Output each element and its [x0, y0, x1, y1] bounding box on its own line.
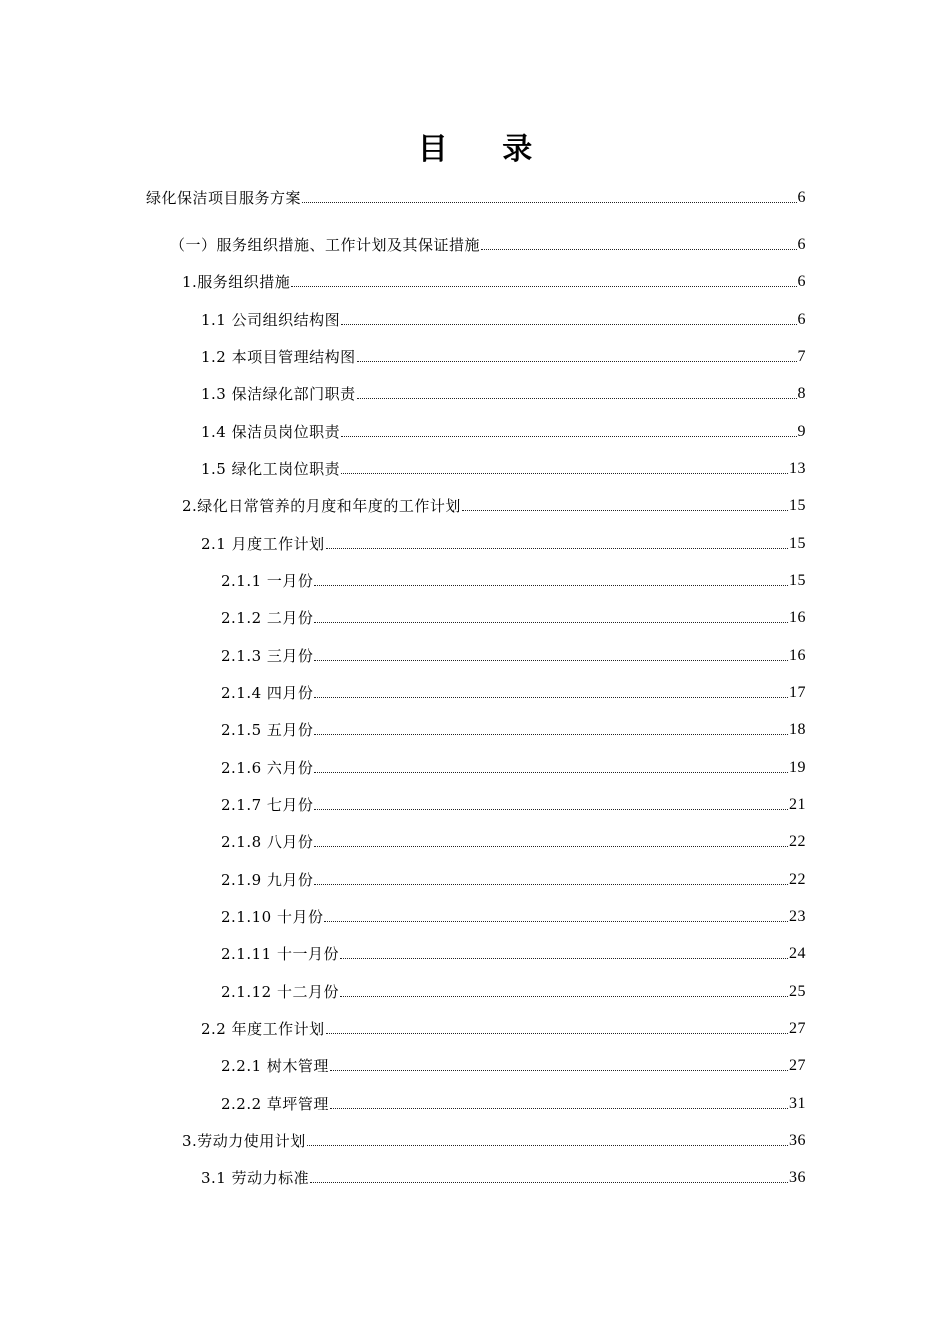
- toc-page-number: 15: [789, 535, 806, 552]
- toc-dot-leader: [314, 846, 788, 847]
- toc-page-number: 8: [797, 385, 806, 402]
- toc-entry[interactable]: [221, 940, 806, 964]
- toc-page-number: 13: [789, 460, 806, 477]
- toc-entry-title: 2.1.12 十二月份: [221, 983, 339, 1001]
- toc-entry-title: 3.1 劳动力标准: [201, 1169, 310, 1187]
- toc-entry-title: 1.4 保洁员岗位职责: [201, 423, 341, 441]
- toc-page-number: 15: [789, 572, 806, 589]
- toc-dot-leader: [314, 660, 788, 661]
- toc-page-number: 23: [789, 908, 806, 925]
- toc-entry-title: 1.3 保洁绿化部门职责: [201, 385, 356, 403]
- toc-dot-leader: [314, 697, 788, 698]
- toc-entry[interactable]: [221, 828, 806, 852]
- toc-page-number: 17: [789, 684, 806, 701]
- toc-dot-leader: [314, 884, 788, 885]
- toc-entry[interactable]: [182, 268, 806, 292]
- toc-entry-title: 3.劳动力使用计划: [182, 1132, 306, 1150]
- toc-dot-leader: [326, 548, 788, 549]
- toc-dot-leader: [307, 1145, 788, 1146]
- toc-entry[interactable]: [201, 418, 806, 442]
- toc-dot-leader: [341, 324, 796, 325]
- toc-entry-title: 2.2 年度工作计划: [201, 1020, 325, 1038]
- toc-entry[interactable]: [221, 716, 806, 740]
- toc-page-number: 21: [789, 796, 806, 813]
- toc-entry-title: 2.1 月度工作计划: [201, 535, 325, 553]
- toc-dot-leader: [314, 585, 788, 586]
- toc-entry-title: 2.1.6 六月份: [221, 759, 314, 777]
- toc-entry[interactable]: [221, 1090, 806, 1114]
- toc-entry[interactable]: [221, 791, 806, 815]
- toc-entry[interactable]: [201, 343, 806, 367]
- toc-page-number: 6: [797, 236, 806, 253]
- toc-dot-leader: [357, 398, 797, 399]
- toc-entry-title: 2.1.7 七月份: [221, 796, 314, 814]
- toc-dot-leader: [291, 286, 796, 287]
- toc-entry-title: 1.服务组织措施: [182, 273, 291, 291]
- toc-entry-title: 2.1.3 三月份: [221, 647, 314, 665]
- toc-entry-title: 2.1.4 四月份: [221, 684, 314, 702]
- toc-entry-title: 1.5 绿化工岗位职责: [201, 460, 341, 478]
- toc-entry[interactable]: [182, 492, 806, 516]
- toc-entry-title: 1.2 本项目管理结构图: [201, 348, 356, 366]
- toc-page-number: 22: [789, 833, 806, 850]
- toc-entry-title: 2.1.2 二月份: [221, 609, 314, 627]
- toc-entry[interactable]: [221, 866, 806, 890]
- toc-dot-leader: [302, 202, 796, 203]
- toc-page-number: 6: [797, 311, 806, 328]
- toc-page-number: 6: [797, 189, 806, 206]
- toc-entry[interactable]: [221, 567, 806, 591]
- toc-dot-leader: [314, 622, 788, 623]
- toc-page-number: 36: [789, 1132, 806, 1149]
- toc-entry[interactable]: [221, 1052, 806, 1076]
- toc-entry[interactable]: [221, 604, 806, 628]
- toc-page-number: 15: [789, 497, 806, 514]
- toc-page-number: 36: [789, 1169, 806, 1186]
- toc-entry-title: 2.2.1 树木管理: [221, 1057, 329, 1075]
- toc-entry-title: 2.1.10 十月份: [221, 908, 324, 926]
- toc-entry-title: 2.2.2 草坪管理: [221, 1095, 329, 1113]
- toc-dot-leader: [330, 1108, 788, 1109]
- toc-entry-title: 2.1.5 五月份: [221, 721, 314, 739]
- toc-dot-leader: [340, 958, 788, 959]
- toc-page-number: 27: [789, 1057, 806, 1074]
- toc-entry-title: 2.1.11 十一月份: [221, 945, 339, 963]
- toc-page-number: 19: [789, 759, 806, 776]
- toc-entry[interactable]: [170, 231, 806, 255]
- toc-dot-leader: [326, 1033, 788, 1034]
- toc-entry-title: 绿化保洁项目服务方案: [146, 189, 302, 207]
- toc-entry-title: 2.绿化日常管养的月度和年度的工作计划: [182, 497, 461, 515]
- toc-entry-title: 2.1.8 八月份: [221, 833, 314, 851]
- toc-page-number: 16: [789, 609, 806, 626]
- toc-entry[interactable]: [221, 642, 806, 666]
- toc-entry[interactable]: [201, 1164, 806, 1188]
- toc-entry[interactable]: [182, 1127, 806, 1151]
- toc-entry-title: 2.1.1 一月份: [221, 572, 314, 590]
- toc-page-number: 25: [789, 983, 806, 1000]
- toc-entry[interactable]: [221, 903, 806, 927]
- toc-dot-leader: [341, 473, 788, 474]
- toc-dot-leader: [330, 1070, 788, 1071]
- toc-page-number: 27: [789, 1020, 806, 1037]
- toc-entry-title: 1.1 公司组织结构图: [201, 311, 341, 329]
- toc-page-number: 7: [797, 348, 806, 365]
- toc-dot-leader: [314, 772, 788, 773]
- toc-page-number: 24: [789, 945, 806, 962]
- toc-entry[interactable]: [146, 184, 806, 208]
- toc-entry[interactable]: [201, 1015, 806, 1039]
- toc-entry[interactable]: [201, 455, 806, 479]
- toc-page-number: 18: [789, 721, 806, 738]
- toc-title: 目 录: [417, 132, 555, 167]
- toc-dot-leader: [324, 921, 788, 922]
- toc-dot-leader: [481, 249, 796, 250]
- toc-dot-leader: [462, 510, 788, 511]
- toc-entry[interactable]: [201, 306, 806, 330]
- toc-entry-title: （一）服务组织措施、工作计划及其保证措施: [170, 236, 481, 254]
- toc-page-number: 9: [797, 423, 806, 440]
- toc-dot-leader: [341, 436, 796, 437]
- toc-entry-title: 2.1.9 九月份: [221, 871, 314, 889]
- toc-dot-leader: [314, 734, 788, 735]
- toc-page-number: 6: [797, 273, 806, 290]
- toc-entry[interactable]: [221, 978, 806, 1002]
- toc-entry[interactable]: [201, 380, 806, 404]
- toc-dot-leader: [314, 809, 788, 810]
- toc-page-number: 31: [789, 1095, 806, 1112]
- toc-dot-leader: [310, 1182, 788, 1183]
- toc-entry[interactable]: [221, 679, 806, 703]
- toc-page-number: 22: [789, 871, 806, 888]
- toc-entry[interactable]: [201, 530, 806, 554]
- toc-page-number: 16: [789, 647, 806, 664]
- toc-entry[interactable]: [221, 754, 806, 778]
- toc-dot-leader: [340, 996, 788, 997]
- toc-dot-leader: [357, 361, 797, 362]
